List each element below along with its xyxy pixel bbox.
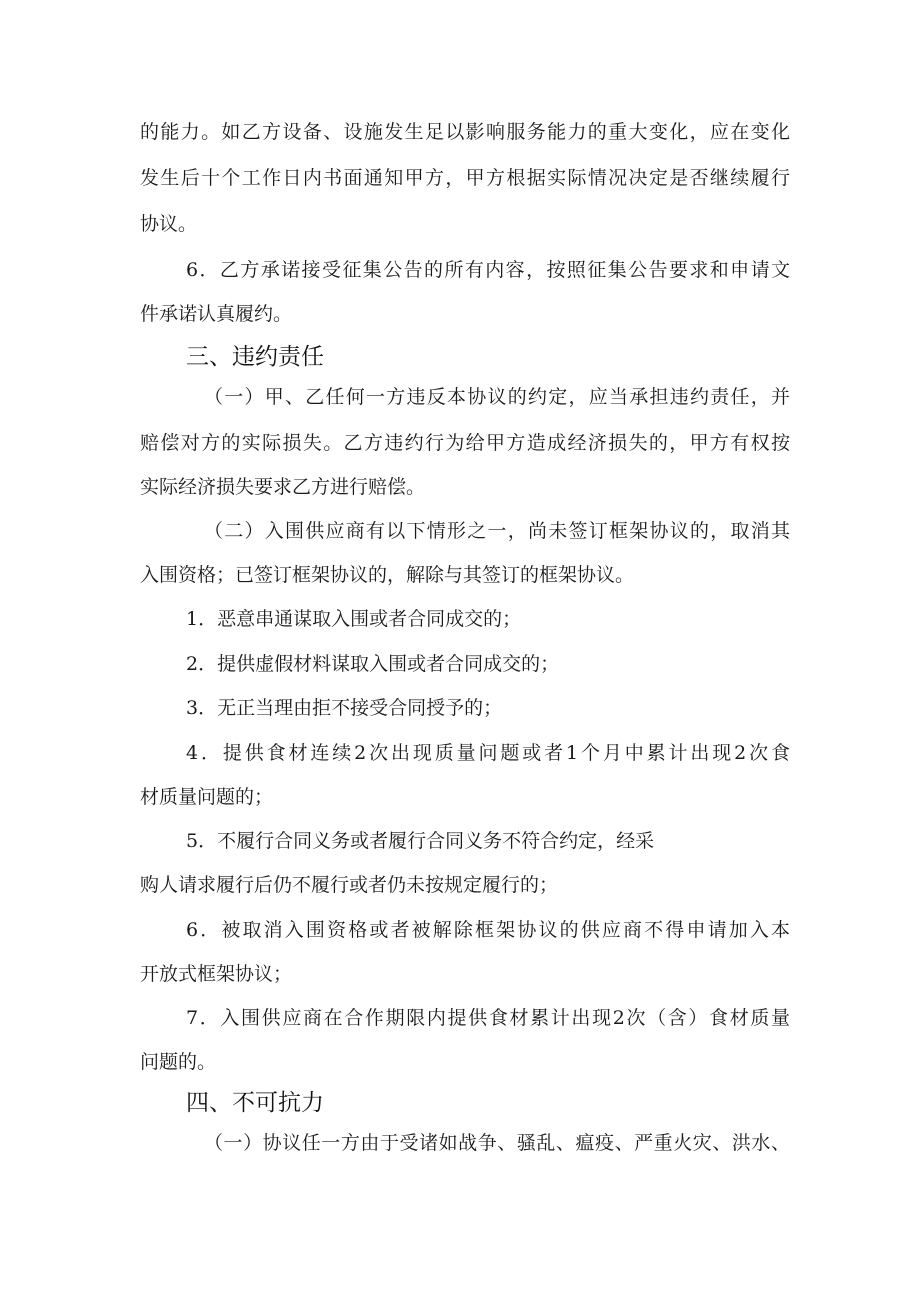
paragraph-line: （一）协议任一方由于受诸如战争、骚乱、瘟疫、严重火灾、洪水、 (204, 1132, 790, 1154)
section-heading: 四、不可抗力 (186, 1090, 324, 1116)
section-heading: 三、违约责任 (186, 344, 324, 370)
paragraph-line: 实际经济损失要求乙方进行赔偿。 (140, 476, 426, 498)
paragraph-line: 的能力。如乙方设备、设施发生足以影响服务能力的重大变化，应在变化 (140, 121, 790, 143)
paragraph-line: 协议。 (140, 213, 198, 235)
list-item: 1．恶意串通谋取入围或者合同成交的； (186, 608, 522, 630)
paragraph-line: 入围资格；已签订框架协议的，解除与其签订的框架协议。 (140, 564, 635, 586)
list-item: 6．被取消入围资格或者被解除框架协议的供应商不得申请加入本 (186, 919, 790, 941)
paragraph-line: 件承诺认真履约。 (140, 303, 293, 325)
paragraph-line: 材质量问题的； (140, 786, 274, 808)
paragraph-line: 问题的。 (140, 1051, 217, 1073)
list-item: 5．不履行合同义务或者履行合同义务不符合约定，经采 (186, 830, 655, 852)
paragraph-line: （一）甲、乙任何一方违反本协议的约定，应当承担违约责任，并 (204, 386, 790, 408)
paragraph-line: 6．乙方承诺接受征集公告的所有内容，按照征集公告要求和申请文 (186, 259, 790, 281)
paragraph-line: （二）入围供应商有以下情形之一，尚未签订框架协议的，取消其 (204, 520, 790, 542)
paragraph-line: 赔偿对方的实际损失。乙方违约行为给甲方造成经济损失的，甲方有权按 (140, 432, 790, 454)
paragraph-line: 发生后十个工作日内书面通知甲方，甲方根据实际情况决定是否继续履行 (140, 167, 790, 189)
paragraph-line: 购人请求履行后仍不履行或者仍未按规定履行的； (140, 874, 559, 896)
list-item: 2．提供虚假材料谋取入围或者合同成交的； (186, 653, 560, 675)
paragraph-line: 开放式框架协议； (140, 963, 293, 985)
list-item: 4．提供食材连续2次出现质量问题或者1个月中累计出现2次食 (186, 742, 790, 764)
list-item: 7．入围供应商在合作期限内提供食材累计出现2次（含）食材质量 (186, 1007, 790, 1029)
list-item: 3．无正当理由拒不接受合同授予的； (186, 697, 503, 719)
